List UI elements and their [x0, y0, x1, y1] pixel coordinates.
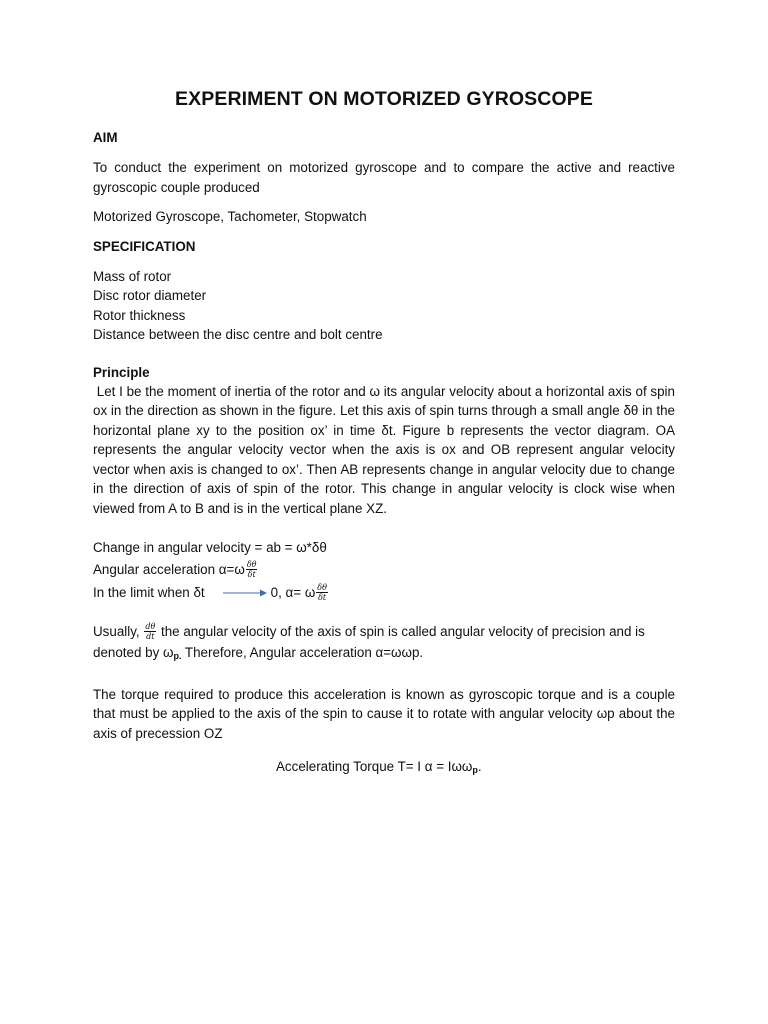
fraction-dtheta-dt: $\frac{\delta\theta}{\delta t}$	[246, 560, 257, 580]
spec-item: Rotor thickness	[93, 307, 186, 323]
right-arrow-icon	[223, 588, 267, 598]
fraction-dtheta-dt: $\frac{d\theta}{dt}$	[145, 622, 156, 642]
torque-text: The torque required to produce this acceleration is known as gyroscopic torque and is a couple that must be applied to the axis of the spin to cause it to rotate with angular velocity ωp about the axis of precession OZ	[93, 686, 675, 741]
spec-item: Distance between the disc centre and bolt centre	[93, 327, 383, 342]
spec-item: Disc rotor diameter	[93, 288, 207, 303]
equation-limit-result: 0, α= ω	[270, 584, 316, 600]
principle-text: Let I be the moment of inertia of the rotor and ω its angular velocity about a horizontal axis of spin ox in the direction as shown in the figure. Let this axis of spin turns through a small angle δθ in the horizontal plane xy to the position ox’ in time δt. Figure b represents the vector diagram. OA represents the angular velocity vector when the axis is ox and OB represent angular velocity vector when axis is changed to ox’. Then AB represents change in angular velocity due to change in the direction of axis of spin of the rotor. This change in angular velocity is clock wise when viewed from A to B and is in the vertical plane XZ.	[93, 383, 679, 516]
equation-acceleration-label: Angular acceleration α=ω	[93, 561, 245, 577]
aim-text: To conduct the experiment on motorized gyroscope and to compare the active and reactive gyroscopic couple produced	[93, 160, 675, 195]
principle-heading: Principle	[93, 364, 150, 380]
aim-heading: AIM	[93, 130, 118, 145]
usually-line2: denoted by $\omega_{p.}$ Therefore, Angular acceleration α=ωωp.	[93, 645, 424, 662]
torque-formula: Accelerating Torque T= I α = Iωω$_p$.	[276, 758, 482, 775]
document-page	[93, 88, 679, 793]
equation-limit-label: In the limit when δt	[93, 584, 205, 600]
usually-text: Usually, $\frac{d\theta}{dt}$ the angular velocity of the axis of spin is called angular velocity of precision and is	[93, 622, 645, 642]
specification-heading: SPECIFICATION	[93, 238, 196, 254]
equation-change: Change in angular velocity = ab = ω*δθ	[93, 540, 327, 555]
equation-limit	[93, 581, 675, 604]
document-title: EXPERIMENT ON MOTORIZED GYROSCOPE	[175, 88, 593, 110]
fraction-dtheta-dt: $\frac{\delta\theta}{\delta t}$	[317, 583, 327, 603]
spec-item: Mass of rotor	[93, 268, 172, 284]
equation-acceleration	[93, 558, 675, 581]
specification-list	[93, 267, 675, 345]
apparatus-text: Motorized Gyroscope, Tachometer, Stopwatch	[93, 209, 367, 224]
